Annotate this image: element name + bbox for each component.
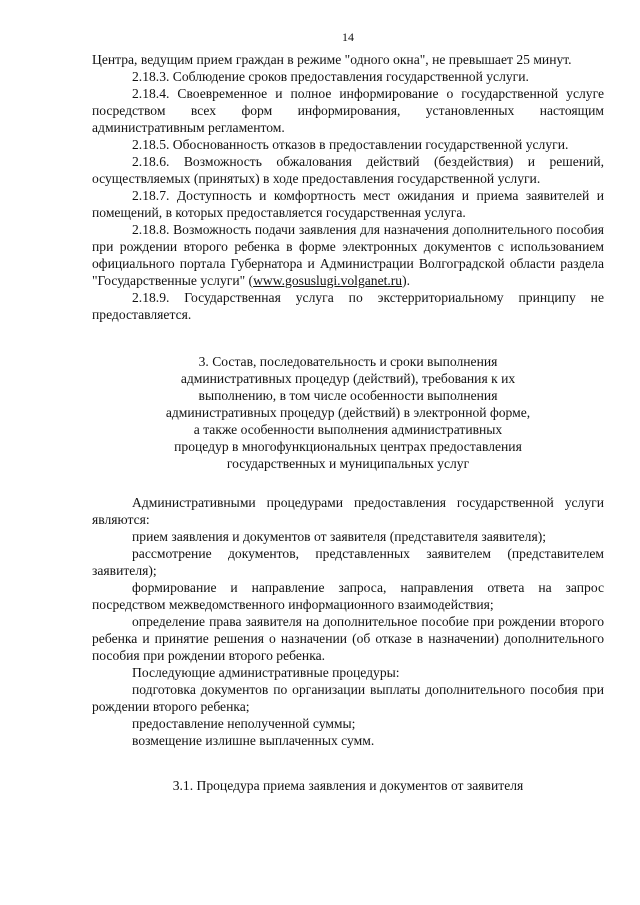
section-title-line: выполнению, в том числе особенности выполнения: [198, 388, 498, 403]
section-title-line: административных процедур (действий) в электронной форме,: [165, 405, 531, 420]
page-number: 14: [342, 30, 354, 44]
subsequent-item: возмещение излишне выплаченных сумм.: [132, 733, 375, 748]
procedures-intro: Административными процедурами предоставления государственной услуги являются:: [92, 495, 604, 527]
section-title-line: а также особенности выполнения административных: [193, 422, 503, 437]
procedure-item: определение права заявителя на дополнительное пособие при рождении второго ребенка и принятие решения о назначении (об отказе в назначении) дополнительного пособия при рождении второго ребенка.: [92, 614, 604, 663]
subsequent-item: подготовка документов по организации выплаты дополнительного пособия при рождении второго ребенка;: [92, 682, 604, 714]
section-title-line: государственных и муниципальных услуг: [226, 456, 470, 471]
gosuslugi-link[interactable]: www.gosuslugi.volganet.ru: [253, 273, 403, 288]
paragraphs-top: [92, 51, 604, 221]
section-title: [92, 353, 604, 472]
subsequent-item: предоставление неполученной суммы;: [132, 716, 356, 731]
paragraph: 2.18.6. Возможность обжалования действий (бездействия) и решений, осуществляемых (принятых) в ходе предоставления государственной услуги.: [92, 154, 604, 186]
section-title-line: 3. Состав, последовательность и сроки выполнения: [198, 354, 498, 369]
paragraph: 2.18.7. Доступность и комфортность мест ожидания и приема заявителей и помещений, в которых предоставляется государственная услуга.: [92, 188, 604, 220]
procedure-item: рассмотрение документов, представленных заявителем (представителем заявителя);: [92, 546, 604, 578]
subsequent-intro: Последующие административные процедуры:: [132, 665, 400, 680]
paragraph-text: 2.18.8. Возможность подачи заявления для назначения дополнительного пособия при рождении второго ребенка в форме электронных документов с использованием официального портала Губернатора и Администрации Волгоградской области раздела "Государственные услуги" (: [92, 222, 604, 288]
section-title-line: административных процедур (действий), требования к их: [180, 371, 516, 386]
paragraph-2-18-9: 2.18.9. Государственная услуга по экстерриториальному принципу не предоставляется.: [92, 290, 604, 322]
procedure-item: прием заявления и документов от заявителя (представителя заявителя);: [132, 529, 547, 544]
paragraph: Центра, ведущим прием граждан в режиме "одного окна", не превышает 25 минут.: [92, 52, 572, 67]
paragraph: 2.18.5. Обоснованность отказов в предоставлении государственной услуги.: [132, 137, 569, 152]
paragraph-text: ).: [402, 273, 411, 288]
procedure-item: формирование и направление запроса, направления ответа на запрос посредством межведомственного информационного взаимодействия;: [92, 580, 604, 612]
subsection-title: 3.1. Процедура приема заявления и документов от заявителя: [172, 778, 524, 793]
paragraph-2-18-8: [92, 221, 604, 289]
paragraph: 2.18.3. Соблюдение сроков предоставления государственной услуги.: [132, 69, 529, 84]
section-title-line: процедур в многофункциональных центрах предоставления: [174, 439, 522, 454]
paragraph: 2.18.4. Своевременное и полное информирование о государственной услуге посредством всех форм информирования, установленных настоящим административным регламентом.: [92, 86, 604, 135]
